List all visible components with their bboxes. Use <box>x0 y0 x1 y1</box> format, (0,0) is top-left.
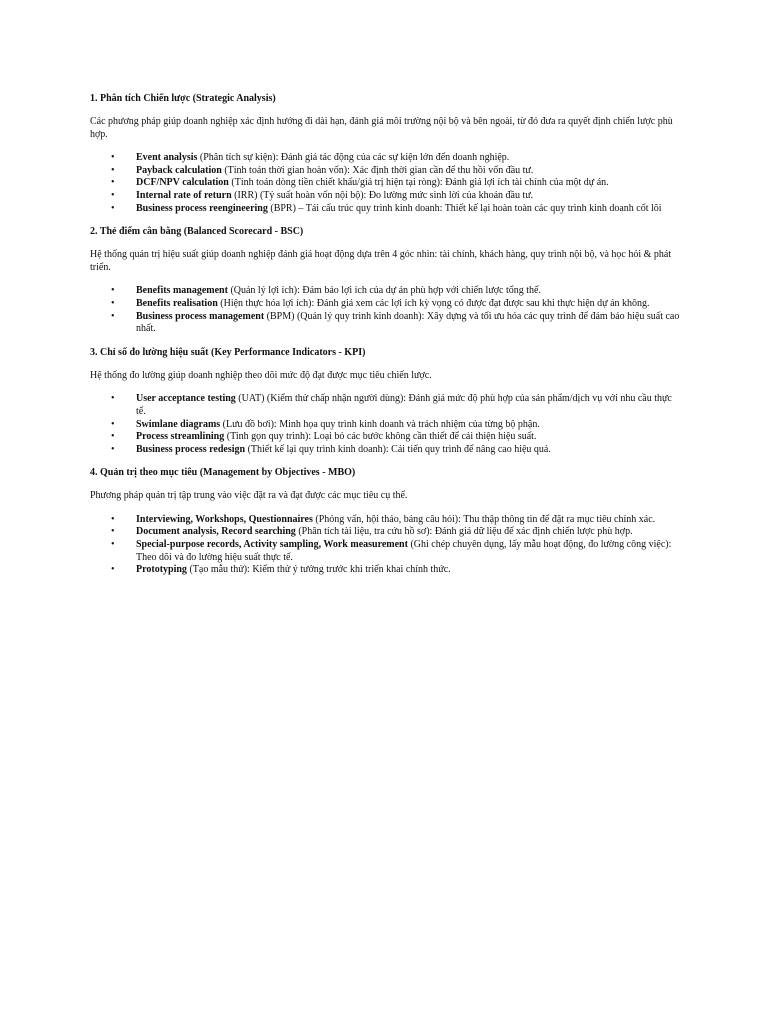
list-item <box>90 514 680 527</box>
list-item <box>90 165 680 178</box>
section-intro: Hệ thống quản trị hiệu suất giúp doanh nghiệp đánh giá hoạt động dựa trên 4 góc nhìn: tài chính, khách hàng, quy trình nội bộ, và học hỏi & phát triển. <box>90 249 672 273</box>
list-item <box>90 285 680 298</box>
item-desc: (Phân tích tài liệu, tra cứu hồ sơ): Đánh giá dữ liệu để xác định chiến lược phù hợp. <box>295 526 633 538</box>
item-desc: (Tinh gọn quy trình): Loại bỏ các bước không cần thiết để cải thiện hiệu suất. <box>224 431 537 443</box>
bullet-icon: • <box>111 431 115 443</box>
section-strategic-analysis <box>90 92 680 215</box>
bullet-list <box>90 393 680 456</box>
item-desc: (UAT) (Kiểm thử chấp nhận người dùng): Đánh giá mức độ phù hợp của sản phẩm/dịch vụ với nhu cầu thực tế. <box>136 393 672 417</box>
item-term: Interviewing, Workshops, Questionnaires <box>136 513 313 525</box>
item-desc: (Thiết kế lại quy trình kinh doanh): Cải tiến quy trình để nâng cao hiệu quả. <box>245 443 551 455</box>
item-term: Business process management <box>136 310 265 322</box>
list-item <box>90 203 680 216</box>
list-item <box>90 393 680 418</box>
item-term: Benefits realisation <box>136 297 218 309</box>
item-desc: (Quản lý lợi ích): Đảm bảo lợi ích của dự án phù hợp với chiến lược tổng thể. <box>227 285 541 297</box>
item-term: Business process reengineering <box>136 202 268 214</box>
list-item <box>90 539 680 564</box>
bullet-icon: • <box>111 189 115 201</box>
item-desc: (IRR) (Tỷ suất hoàn vốn nội bộ): Đo lường mức sinh lời của khoản đầu tư. <box>231 189 534 201</box>
item-desc: (Phân tích sự kiện): Đánh giá tác động của các sự kiện lớn đến doanh nghiệp. <box>197 152 510 164</box>
list-item <box>90 419 680 432</box>
bullet-icon: • <box>111 564 115 576</box>
list-item <box>90 444 680 457</box>
section-intro: Phương pháp quản trị tập trung vào việc đặt ra và đạt được các mục tiêu cụ thể. <box>90 490 408 502</box>
bullet-icon: • <box>111 526 115 538</box>
item-desc: (Lưu đồ bơi): Minh họa quy trình kinh doanh và trách nhiệm của từng bộ phận. <box>220 418 540 430</box>
bullet-icon: • <box>111 164 115 176</box>
item-desc: (Hiện thực hóa lợi ích): Đánh giá xem các lợi ích kỳ vọng có được đạt được sau khi thực hiện dự án không. <box>217 297 650 309</box>
section-heading: 1. Phân tích Chiến lược (Strategic Analysis) <box>90 93 276 104</box>
bullet-icon: • <box>111 539 115 551</box>
bullet-list <box>90 152 680 215</box>
section-balanced-scorecard <box>90 225 680 336</box>
list-item <box>90 431 680 444</box>
list-item <box>90 526 680 539</box>
item-term: Document analysis, Record searching <box>136 526 296 538</box>
item-desc: (Tính toán dòng tiền chiết khấu/giá trị hiện tại ròng): Đánh giá lợi ích tài chính của một dự án. <box>228 177 609 189</box>
item-desc: (BPM) (Quản lý quy trình kinh doanh): Xây dựng và tối ưu hóa các quy trình để đảm bảo hiệu suất cao nhất. <box>136 310 680 335</box>
bullet-icon: • <box>111 393 115 405</box>
bullet-icon: • <box>111 285 115 297</box>
section-kpi <box>90 346 680 457</box>
bullet-icon: • <box>111 513 115 525</box>
item-term: Business process redesign <box>136 443 246 455</box>
list-item <box>90 564 680 577</box>
item-term: Prototyping <box>136 564 187 576</box>
item-term: Swimlane diagrams <box>136 418 221 430</box>
list-item <box>90 298 680 311</box>
item-desc: (Tạo mẫu thử): Kiểm thử ý tưởng trước khi triển khai chính thức. <box>186 564 451 576</box>
bullet-icon: • <box>111 418 115 430</box>
item-desc: (BPR) – Tái cấu trúc quy trình kinh doanh: Thiết kế lại hoàn toàn các quy trình kinh doanh cốt lõi <box>267 202 662 214</box>
list-item <box>90 311 680 336</box>
bullet-icon: • <box>111 297 115 309</box>
section-mbo <box>90 466 680 577</box>
item-desc: (Ghi chép chuyên dụng, lấy mẫu hoạt động, đo lường công việc): Theo dõi và đo lường hiệu suất thực tế. <box>136 539 672 563</box>
bullet-icon: • <box>111 202 115 214</box>
section-heading: 4. Quản trị theo mục tiêu (Management by Objectives - MBO) <box>90 467 356 479</box>
document-body <box>90 92 680 587</box>
bullet-icon: • <box>111 177 115 189</box>
list-item <box>90 190 680 203</box>
list-item <box>90 152 680 165</box>
item-term: Internal rate of return <box>136 189 232 201</box>
section-heading: 3. Chỉ số đo lường hiệu suất (Key Performance Indicators - KPI) <box>90 346 366 358</box>
bullet-icon: • <box>111 152 115 164</box>
item-desc: (Tính toán thời gian hoàn vốn): Xác định thời gian cần để thu hồi vốn đầu tư. <box>221 164 534 176</box>
bullet-list <box>90 514 680 577</box>
section-intro: Các phương pháp giúp doanh nghiệp xác định hướng đi dài hạn, đánh giá môi trường nội bộ và bên ngoài, từ đó đưa ra quyết định chiến lược phù hợp. <box>90 116 673 140</box>
bullet-icon: • <box>111 443 115 455</box>
item-term: Event analysis <box>136 152 198 164</box>
item-term: Benefits management <box>136 285 228 297</box>
bullet-list <box>90 285 680 335</box>
bullet-icon: • <box>111 310 115 322</box>
item-term: DCF/NPV calculation <box>136 177 229 189</box>
section-intro: Hệ thống đo lường giúp doanh nghiệp theo dõi mức độ đạt được mục tiêu chiến lược. <box>90 369 432 381</box>
item-term: User acceptance testing <box>136 393 236 405</box>
item-term: Process streamlining <box>136 431 225 443</box>
list-item <box>90 177 680 190</box>
item-term: Special-purpose records, Activity sampling, Work measurement <box>136 539 408 551</box>
item-desc: (Phỏng vấn, hội thảo, bảng câu hỏi): Thu thập thông tin để đặt ra mục tiêu chính xác. <box>312 513 656 525</box>
item-term: Payback calculation <box>136 164 222 176</box>
section-heading: 2. Thẻ điểm cân bằng (Balanced Scorecard - BSC) <box>90 226 304 238</box>
